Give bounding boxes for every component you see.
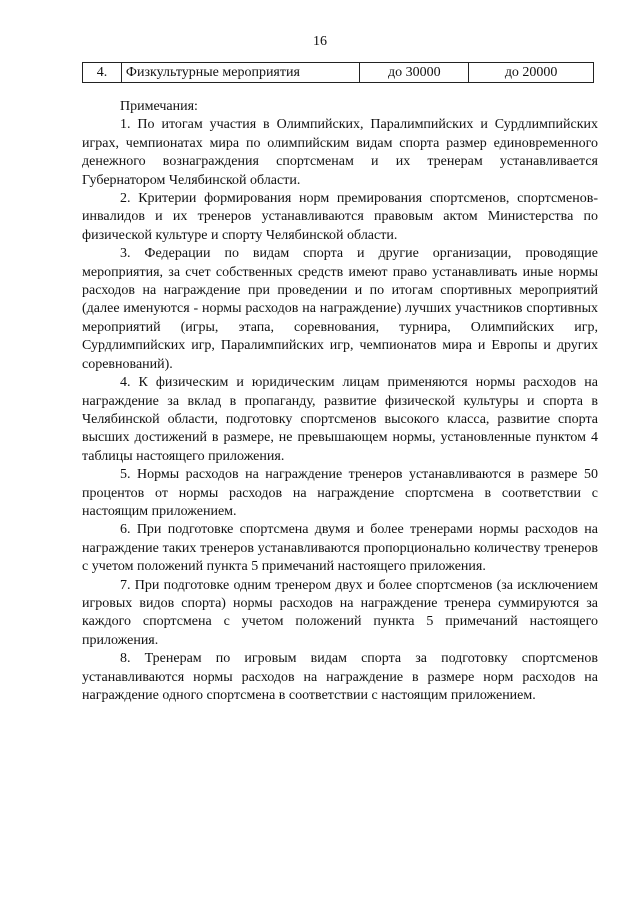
note-item-3: 3. Федерации по видам спорта и другие организации, проводящие мероприятия, за счет собственных средств имеют право устанавливать иные нормы расходов на награждение при проведении и по итогам спортивных мероприятий (далее именуются - нормы расходов на награждение) лучших участников спортивных мероприятий (игры, этапа, соревнования, турнира, Олимпийских игр, Сурдлимпийских игр, Паралимпийских игр, чемпионатов мира и Европы и других соревнований). [82, 246, 598, 372]
norms-table [82, 62, 594, 83]
row-value-1-cell: до 30000 [360, 63, 469, 83]
row-number-cell: 4. [83, 63, 122, 83]
page-number: 16 [313, 34, 327, 49]
note-item-1: 1. По итогам участия в Олимпийских, Паралимпийских и Сурдлимпийских играх, чемпионатах мира по олимпийским видам спорта размер единовременного денежного вознаграждения спортсменам и их тренерам устанавливается Губернатором Челябинской области. [82, 117, 598, 188]
note-item-8: 8. Тренерам по игровым видам спорта за подготовку спортсменов устанавливаются нормы расходов на награждение в размере норм расходов на награждение одного спортсмена в соответствии с настоящим приложением. [82, 651, 598, 703]
note-item-6: 6. При подготовке спортсмена двумя и более тренерами нормы расходов на награждение таких тренеров устанавливаются пропорционально количеству тренеров с учетом положений пункта 5 примечаний настоящего приложения. [82, 522, 598, 575]
note-item-7: 7. При подготовке одним тренером двух и более спортсменов (за исключением игровых видов спорта) нормы расходов на награждение тренера суммируются за каждого спортсмена с учетом положений пункта 5 примечаний настоящего приложения. [82, 577, 598, 648]
note-item-4: 4. К физическим и юридическим лицам применяются нормы расходов на награждение за вклад в пропаганду, развитие физической культуры и спорта в Челябинской области, подготовку спортсменов высокого класса, развитие спорта высших достижений в размере, не превышающем нормы, установленные пунктом 4 таблицы настоящего приложения. [82, 375, 598, 464]
row-value-2-cell: до 20000 [469, 63, 594, 83]
notes-heading: Примечания: [120, 99, 198, 114]
table-row [83, 63, 594, 83]
note-item-2: 2. Критерии формирования норм премирования спортсменов, спортсменов-инвалидов и их тренеров устанавливаются правовым актом Министерства по физической культуре и спорту Челябинской области. [82, 191, 598, 243]
notes-section [82, 98, 598, 705]
note-item-5: 5. Нормы расходов на награждение тренеров устанавливаются в размере 50 процентов от нормы расходов на награждение спортсмена в соответствии с настоящим приложением. [82, 467, 598, 519]
row-name-cell: Физкультурные мероприятия [121, 63, 360, 83]
